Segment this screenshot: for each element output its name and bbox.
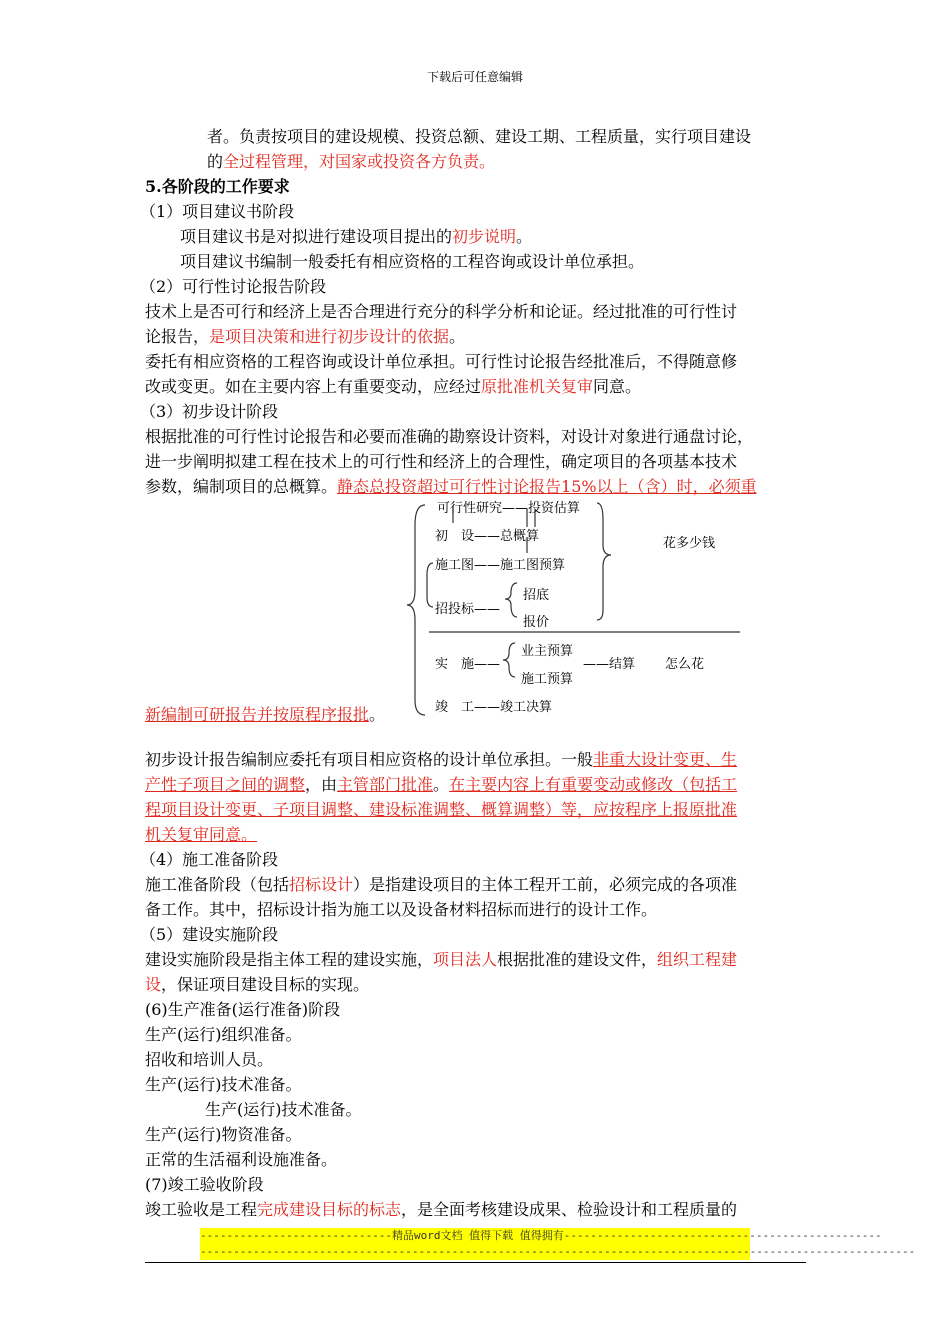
s3-line-2: 进一步阐明拟建工程在技术上的可行性和经济上的合理性，确定项目的各项基本技术 bbox=[145, 452, 738, 471]
s6-item-1: 生产(运行)组织准备。 bbox=[145, 1025, 302, 1044]
s5-line-1: 建设实施阶段是指主体工程的建设实施，项目法人根据批准的建设文件，组织工程建 bbox=[145, 950, 738, 969]
s6-item-6: 正常的生活福利设施准备。 bbox=[145, 1150, 338, 1169]
inner-left-brace bbox=[427, 563, 433, 607]
diagram-row-construction-drawing: 施工图——施工图预算 bbox=[435, 558, 566, 573]
diagram-row-feasibility: 可行性研究——投资估算 bbox=[437, 501, 581, 516]
impl-brace bbox=[503, 643, 515, 677]
s3-line-5: 初步设计报告编制应委托有项目相应资格的设计单位承担。一般非重大设计变更、生 bbox=[145, 750, 738, 769]
intro-line-2: 的全过程管理，对国家或投资各方负责。 bbox=[207, 152, 496, 171]
s5-line-2: 设，保证项目建设目标的实现。 bbox=[145, 975, 370, 994]
s6-item-3: 生产(运行)技术准备。 bbox=[145, 1075, 302, 1094]
right-brace bbox=[597, 503, 611, 620]
footer-line-2: ------------------------------------------------------------------------------------------------------------ bbox=[200, 1245, 916, 1258]
s3-line-4: 新编制可研报告并按原程序报批。 bbox=[145, 705, 386, 724]
s5-heading: （5）建设实施阶段 bbox=[140, 925, 279, 944]
s3-line-1: 根据批准的可行性讨论报告和必要而准确的勘察设计资料，对设计对象进行通盘讨论， bbox=[145, 427, 754, 446]
s2-line-1: 技术上是否可行和经济上是否合理进行充分的科学分析和论证。经过批准的可行性讨 bbox=[145, 302, 738, 321]
s4-line-2: 备工作。其中，招标设计指为施工以及设备材料招标而进行的设计工作。 bbox=[145, 900, 658, 919]
footer-rule bbox=[145, 1262, 806, 1263]
diagram-settlement: ——结算 bbox=[583, 657, 636, 672]
s1-para-2: 项目建议书编制一般委托有相应资格的工程咨询或设计单位承担。 bbox=[180, 252, 645, 271]
s4-heading: （4）施工准备阶段 bbox=[140, 850, 279, 869]
s6-heading: (6)生产准备(运行准备)阶段 bbox=[145, 1000, 341, 1019]
diagram-row-prelim: 初 设——总概算 bbox=[435, 529, 540, 544]
s1-para-1: 项目建议书是对拟进行建设项目提出的初步说明。 bbox=[180, 227, 533, 246]
section-title: 5.各阶段的工作要求 bbox=[145, 177, 290, 196]
page-header: 下载后可任意编辑 bbox=[426, 70, 523, 84]
s3-line-6: 产性子项目之间的调整，由主管部门批准。在主要内容上有重要变动或修改（包括工 bbox=[145, 775, 738, 794]
s1-heading: （1）项目建议书阶段 bbox=[140, 202, 295, 221]
s3-line-8: 机关复审同意。 bbox=[145, 825, 258, 844]
diagram-row-completion: 竣 工——竣工决算 bbox=[435, 700, 553, 715]
s3-line-3: 参数，编制项目的总概算。静态总投资超过可行性讨论报告15%以上（含）时，必须重 bbox=[145, 477, 757, 496]
diagram-how-spend: 怎么花 bbox=[665, 657, 705, 672]
s2-line-4: 改或变更。如在主要内容上有重要变动，应经过原批准机关复审同意。 bbox=[145, 377, 642, 396]
diagram-row-bidding: 招投标—— bbox=[435, 602, 501, 617]
s2-line-2: 论报告，是项目决策和进行初步设计的依据。 bbox=[145, 327, 466, 346]
s6-item-5: 生产(运行)物资准备。 bbox=[145, 1125, 302, 1144]
s2-heading: （2）可行性讨论报告阶段 bbox=[140, 277, 327, 296]
s4-line-1: 施工准备阶段（包括招标设计）是指建设项目的主体工程开工前，必须完成的各项准 bbox=[145, 875, 738, 894]
footer-highlight bbox=[200, 1228, 916, 1260]
s3-line-7: 程项目设计变更、子项目调整、建设标准调整、概算调整）等，应按程序上报原批准 bbox=[145, 800, 738, 819]
cost-stage-diagram bbox=[405, 495, 745, 720]
left-main-brace bbox=[407, 505, 425, 715]
s2-line-3: 委托有相应资格的工程咨询或设计单位承担。可行性讨论报告经批准后，不得随意修 bbox=[145, 352, 738, 371]
footer-line-1: -----------------------------精品word文档 值得下载 值得拥有------------------------------------------------ bbox=[200, 1229, 882, 1242]
intro-line-1: 者。负责按项目的建设规模、投资总额、建设工期、工程质量，实行项目建设 bbox=[207, 127, 752, 146]
diagram-bid-price: 报价 bbox=[523, 615, 550, 630]
diagram-bid-base: 招底 bbox=[523, 588, 550, 603]
s6-item-4: 生产(运行)技术准备。 bbox=[205, 1100, 362, 1119]
s6-item-2: 招收和培训人员。 bbox=[145, 1050, 274, 1069]
diagram-how-much: 花多少钱 bbox=[663, 536, 716, 551]
bid-brace bbox=[505, 583, 517, 617]
diagram-row-implementation: 实 施—— bbox=[435, 657, 501, 672]
diagram-owner-budget: 业主预算 bbox=[521, 644, 574, 659]
s3-heading: （3）初步设计阶段 bbox=[140, 402, 279, 421]
s7-line-1: 竣工验收是工程完成建设目标的标志，是全面考核建设成果、检验设计和工程质量的 bbox=[145, 1200, 738, 1219]
diagram-construction-budget: 施工预算 bbox=[521, 672, 574, 687]
s7-heading: (7)竣工验收阶段 bbox=[145, 1175, 264, 1194]
